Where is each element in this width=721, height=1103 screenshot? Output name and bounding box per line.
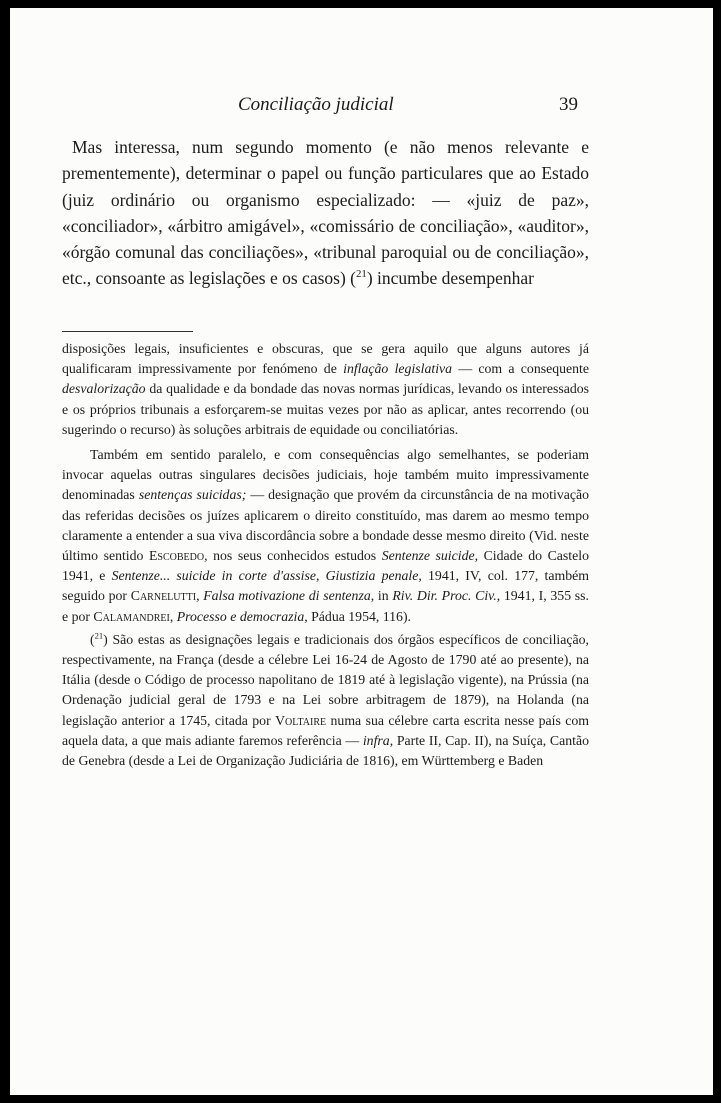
main-paragraph: Mas interessa, num segundo momento (e não menos relevante e prementemente), determinar o papel ou função particulares que ao Estado (juiz ordinário ou organismo especializado: — «juiz de paz», «conciliador», «árbitro amigável», «comissário de conciliação», «auditor», «órgão comunal das conciliações», «tribunal paroquial ou de conciliação», etc., consoante as legislações e os casos) ($^{21}$) incumbe desempenhar [62,137,589,289]
footnotes [62,339,589,771]
running-title: Conciliação judicial [238,94,394,115]
page-number: 39 [559,94,578,115]
footnote-separator [62,331,193,332]
book-page [10,8,713,1095]
footnote-21: ($^{21}$) São estas as designações legais e tradicionais dos órgãos específicos de conciliação, respectivamente, na França (desde a célebre Lei 16-24 de Agosto de 1790 até ao presente), na Itália (desde o Código de processo napolitano de 1819 até à legislação vigente), na Prússia (na Ordenação judicial geral de 1793 e na Lei sobre arbitragem de 1879), na Holanda (na legislação anterior a 1745, citada por Voltaire numa sua célebre carta escrita nesse país com aquela data, a que mais adiante faremos referência — infra, Parte II, Cap. II), na Suíça, Cantão de Genebra (desde a Lei de Organização Judiciária de 1816), em Württemberg e Baden [62,630,590,769]
footnote-number: 21 [94,630,104,641]
footnote-paragraph: Também em sentido paralelo, e com consequências algo semelhantes, se poderiam invocar aquelas outras singulares decisões judiciais, hoje também muito impressivamente denominadas sentenças suicidas; — designação que provém da circunstância de na motivação das referidas decisões os juízes aplicarem o direito constituído, mas darem ao mesmo tempo claramente a entender a sua viva discordância sobre a bondade desse mesmo direito (Vid. neste último sentido Escobedo, nos seus conhecidos estudos Sentenze suicide, Cidade do Castelo 1941, e Sentenze... suicide in corte d'assise, Giustizia penale, 1941, IV, col. 177, também seguido por Carnelutti, Falsa motivazione di sentenza, in Riv. Dir. Proc. Civ., 1941, I, 355 ss. e por Calamandrei, Processo e democrazia, Pádua 1954, 116). [62,447,589,624]
footnote-reference: 21 [356,268,367,281]
footnote-continuation: disposições legais, insuficientes e obscuras, que se gera aquilo que alguns autores já qualificaram impressivamente por fenómeno de inflação legislativa — com a consequente desvalorização da qualidade e da bondade das novas normas jurídicas, levando os interessados e os próprios tribunais a esforçarem-se muitas vezes por não as aplicar, antes recorrendo (ou sugerindo o recurso) às soluções arbitrais de equidade ou conciliatórias. [62,341,589,437]
page-header [10,94,713,120]
